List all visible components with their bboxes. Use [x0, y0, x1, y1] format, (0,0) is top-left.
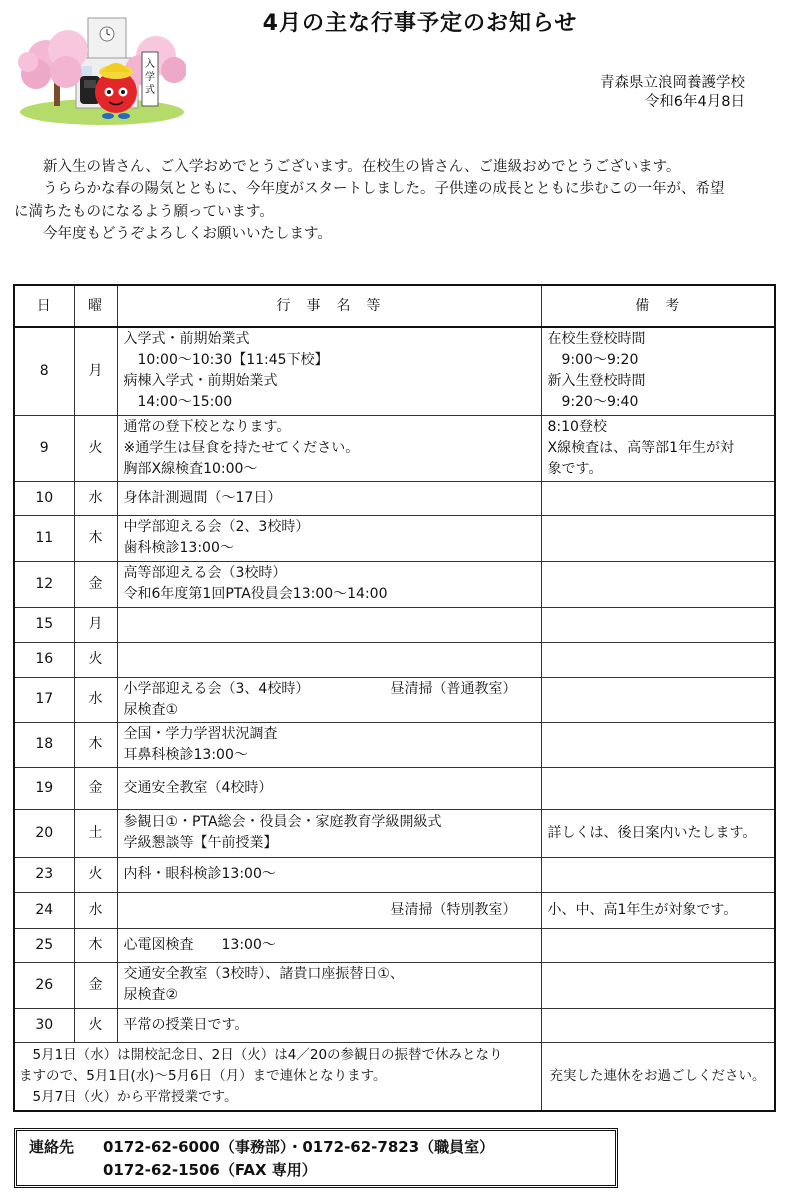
schedule-row	[14, 561, 775, 607]
schedule-weekday: 火	[74, 415, 117, 481]
schedule-day: 30	[14, 1008, 74, 1042]
schedule-weekday: 月	[74, 327, 117, 415]
schedule-event	[117, 928, 541, 962]
event-line-left: 尿検査①	[123, 701, 179, 718]
event-line	[124, 417, 535, 438]
event-line	[124, 985, 535, 1006]
event-line	[124, 833, 535, 854]
schedule-weekday: 金	[74, 767, 117, 809]
event-line-left: 参観日①・PTA総会・役員会・家庭教育学級開級式	[123, 814, 442, 830]
event-line-left: 身体計測週間（～17日）	[123, 489, 282, 506]
contact-box	[14, 1128, 618, 1188]
schedule-row	[14, 481, 775, 515]
schedule-weekday: 水	[74, 481, 117, 515]
sign-char-3: 式	[145, 85, 155, 96]
contact-label: 連絡先	[29, 1138, 75, 1156]
event-line	[124, 1015, 535, 1036]
schedule-weekday: 土	[74, 809, 117, 857]
note-line: 8:10登校	[547, 418, 607, 435]
event-line	[124, 538, 535, 559]
schedule-row	[14, 857, 775, 892]
header-note: 備 考	[541, 285, 775, 327]
event-line	[124, 438, 535, 459]
schedule-weekday: 水	[74, 892, 117, 928]
schedule-event	[117, 809, 541, 857]
schedule-body	[14, 327, 775, 1042]
sign-char-2: 学	[145, 72, 155, 83]
schedule-weekday: 火	[74, 1008, 117, 1042]
schedule-note	[541, 415, 775, 481]
event-line-left: 病棟入学式・前期始業式	[123, 373, 278, 390]
schedule-row	[14, 767, 775, 809]
schedule-note	[541, 677, 775, 722]
event-line	[124, 864, 535, 885]
event-line-left: 入学式・前期始業式	[123, 331, 250, 348]
schedule-event	[117, 561, 541, 607]
event-line-left: 耳鼻科検診13:00～	[123, 746, 248, 763]
intro-paragraph-2: うららかな春の陽気とともに、今年度がスタートしました。子供達の成長とともに歩むこの一年が、希望	[43, 181, 725, 198]
schedule-weekday: 月	[74, 607, 117, 642]
schedule-row	[14, 928, 775, 962]
event-line-left: 高等部迎える会（3校時）	[123, 565, 287, 581]
note-line: 詳しくは、後日案内いたします。	[547, 824, 757, 841]
event-line	[124, 778, 535, 799]
schedule-note	[541, 561, 775, 607]
schedule-row	[14, 642, 775, 677]
intro-paragraph-3: 今年度もどうぞよろしくお願いいたします。	[43, 226, 332, 243]
intro-text	[14, 156, 774, 246]
schedule-row	[14, 327, 775, 415]
schedule-row	[14, 515, 775, 561]
event-line-left: 内科・眼科検診13:00～	[123, 866, 276, 882]
schedule-note	[541, 327, 775, 415]
issuer-block	[600, 74, 745, 112]
schedule-weekday: 金	[74, 561, 117, 607]
schedule-event	[117, 642, 541, 677]
event-line	[124, 584, 535, 605]
header-weekday: 曜	[74, 285, 117, 327]
schedule-row	[14, 1008, 775, 1042]
schedule-note	[541, 928, 775, 962]
schedule-note	[541, 642, 775, 677]
schedule-day: 19	[14, 767, 74, 809]
event-line-left: 学級懇談等【午前授業】	[123, 835, 278, 851]
schedule-note	[541, 962, 775, 1008]
schedule-day: 17	[14, 677, 74, 722]
event-line	[124, 488, 535, 509]
event-line	[124, 812, 535, 833]
event-line	[124, 350, 535, 371]
event-line-right: 昼清掃（普通教室）	[390, 680, 517, 697]
event-line-left: 歯科検診13:00～	[123, 540, 234, 556]
school-name: 青森県立浪岡養護学校	[600, 75, 745, 91]
event-line	[124, 745, 535, 766]
schedule-day: 8	[14, 327, 74, 415]
event-line-left: 心電図検査 13:00～	[123, 936, 276, 953]
schedule-weekday: 火	[74, 642, 117, 677]
schedule-day: 10	[14, 481, 74, 515]
schedule-day: 26	[14, 962, 74, 1008]
schedule-event	[117, 481, 541, 515]
holiday-notice	[14, 1042, 541, 1111]
note-line: 象です。	[547, 460, 603, 477]
contact-phone-1: 0172-62-6000（事務部）・0172-62-7823（職員室）	[103, 1138, 495, 1156]
schedule-footer-row	[14, 1042, 775, 1111]
contact-row-2	[29, 1159, 603, 1182]
intro-paragraph-2-cont: に満ちたものになるよう願っています。	[14, 203, 274, 220]
schedule-event	[117, 962, 541, 1008]
intro-paragraph-1: 新入生の皆さん、ご入学おめでとうございます。在校生の皆さん、ご進級おめでとうございます。	[43, 159, 681, 175]
schedule-row	[14, 677, 775, 722]
schedule-day: 18	[14, 722, 74, 767]
issue-date: 令和6年4月8日	[644, 94, 745, 110]
schedule-note	[541, 809, 775, 857]
note-line: 9:00～9:20	[547, 352, 639, 369]
schedule-row	[14, 415, 775, 481]
schedule-day: 15	[14, 607, 74, 642]
schedule-event	[117, 722, 541, 767]
schedule-row	[14, 962, 775, 1008]
schedule-weekday: 金	[74, 962, 117, 1008]
event-line	[124, 700, 535, 721]
event-line-left: 交通安全教室（4校時）	[123, 779, 273, 796]
entrance-ceremony-illustration	[16, 14, 186, 126]
contact-row-1	[29, 1136, 603, 1159]
entrance-ceremony-sign-icon	[142, 52, 158, 106]
schedule-row	[14, 892, 775, 928]
schedule-weekday: 水	[74, 677, 117, 722]
note-line: X線検査は、高等部1年生が対	[547, 439, 734, 456]
holiday-notice-line-2: ますので、5月1日(水)～5月6日（月）まで連休となります。	[19, 1067, 387, 1084]
event-line	[124, 724, 535, 745]
contact-fax: 0172-62-1506（FAX 専用）	[103, 1161, 317, 1179]
event-line	[124, 563, 535, 584]
sign-char-1: 入	[145, 59, 155, 70]
holiday-notice-line-1: 5月1日（水）は開校記念日、2日（火）は4／20の参観日の振替で休みとなり	[19, 1046, 503, 1063]
event-line-left: 令和6年度第1回PTA役員会13:00～14:00	[123, 586, 388, 602]
event-line-left: 14:00～15:00	[123, 394, 233, 411]
note-line: 新入生登校時間	[547, 373, 646, 390]
schedule-weekday: 木	[74, 722, 117, 767]
schedule-event	[117, 607, 541, 642]
event-line-left: 10:00～10:30【11:45下校】	[123, 352, 329, 369]
schedule-header-row	[14, 285, 775, 327]
event-line-left: 交通安全教室（3校時）、諸貴口座振替日①、	[123, 966, 404, 982]
event-line-left: 中学部迎える会（2、3校時）	[123, 519, 310, 535]
schedule-day: 11	[14, 515, 74, 561]
schedule-day: 23	[14, 857, 74, 892]
note-line: 小、中、高1年生が対象です。	[547, 901, 738, 918]
schedule-note	[541, 857, 775, 892]
schedule-note	[541, 767, 775, 809]
schedule-note	[541, 722, 775, 767]
schedule-weekday: 木	[74, 928, 117, 962]
schedule-day: 25	[14, 928, 74, 962]
header-event: 行 事 名 等	[117, 285, 541, 327]
event-line-left: 全国・学力学習状況調査	[123, 725, 278, 742]
event-line-left: 通常の登下校となります。	[123, 418, 291, 435]
event-line	[124, 964, 535, 985]
holiday-notice-line-3: 5月7日（火）から平常授業です。	[19, 1088, 238, 1105]
holiday-note: 充実した連休をお過ごしください。	[541, 1042, 775, 1111]
event-line	[124, 517, 535, 538]
schedule-day: 24	[14, 892, 74, 928]
schedule-note	[541, 515, 775, 561]
event-line-left: 胸部X線検査10:00～	[123, 460, 258, 477]
schedule-event	[117, 415, 541, 481]
event-line-left: 尿検査②	[123, 987, 179, 1003]
event-line	[124, 459, 535, 480]
schedule-event	[117, 767, 541, 809]
schedule-row	[14, 607, 775, 642]
event-line	[124, 679, 535, 700]
schedule-event	[117, 892, 541, 928]
event-line	[124, 392, 535, 413]
page-title: 4月の主な行事予定のお知らせ	[262, 11, 578, 36]
event-line-right: 昼清掃（特別教室）	[390, 901, 517, 918]
note-line: 在校生登校時間	[547, 331, 646, 348]
schedule-event	[117, 677, 541, 722]
header-day: 日	[14, 285, 74, 327]
schedule-day: 20	[14, 809, 74, 857]
schedule-weekday: 木	[74, 515, 117, 561]
schedule-note	[541, 607, 775, 642]
note-line: 9:20～9:40	[547, 394, 639, 411]
schedule-row	[14, 809, 775, 857]
schedule-day: 16	[14, 642, 74, 677]
schedule-event	[117, 515, 541, 561]
schedule-day: 12	[14, 561, 74, 607]
event-line	[124, 329, 535, 350]
schedule-note	[541, 892, 775, 928]
schedule-weekday: 火	[74, 857, 117, 892]
schedule-event	[117, 857, 541, 892]
event-line	[124, 371, 535, 392]
schedule-day: 9	[14, 415, 74, 481]
event-line	[124, 935, 535, 956]
event-line-left: ※通学生は昼食を持たせてください。	[123, 439, 360, 456]
schedule-note	[541, 481, 775, 515]
event-line-left: 小学部迎える会（3、4校時）	[123, 680, 310, 697]
schedule-table	[13, 284, 776, 1112]
schedule-event	[117, 1008, 541, 1042]
schedule-event	[117, 327, 541, 415]
schedule-row	[14, 722, 775, 767]
event-line-left: 平常の授業日です。	[123, 1016, 249, 1033]
schedule-note	[541, 1008, 775, 1042]
